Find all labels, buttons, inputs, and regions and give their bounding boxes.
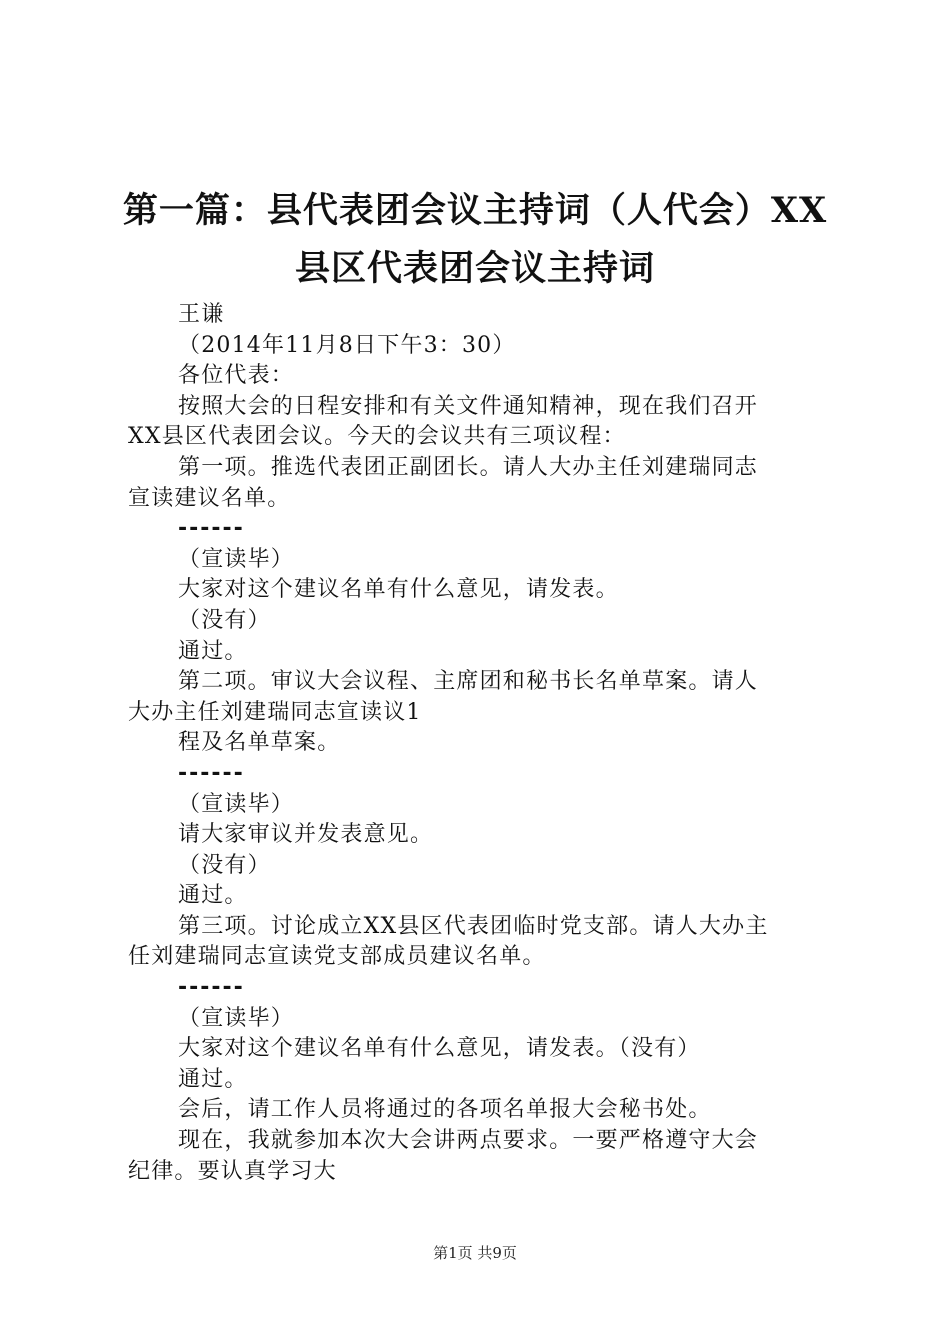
body-line: （宣读毕） [178, 791, 295, 817]
body-line: 大办主任刘建瑞同志宣读议1 [128, 699, 422, 725]
body-line: 通过。 [178, 883, 248, 909]
page-footer: 第1页 共9页 [433, 1244, 517, 1262]
document-title [120, 182, 830, 298]
body-line: （没有） [178, 852, 271, 878]
body-line: 大家对这个建议名单有什么意见，请发表。（没有） [178, 1036, 701, 1062]
body-line: XX县区代表团会议。今天的会议共有三项议程： [128, 424, 626, 450]
body-line: 会后，请工作人员将通过的各项名单报大会秘书处。 [178, 1097, 712, 1123]
title-line-2: 县区代表团会议主持词 [294, 248, 655, 289]
body-line: 通过。 [178, 1066, 248, 1092]
body-line: 任刘建瑞同志宣读党支部成员建议名单。 [128, 944, 546, 970]
body-line: 现在，我就参加本次大会讲两点要求。一要严格遵守大会 [178, 1128, 759, 1154]
separator-dashes: ------ [178, 975, 245, 1001]
body-line: 第一项。推选代表团正副团长。请人大办主任刘建瑞同志 [178, 454, 759, 480]
separator-dashes: ------ [178, 516, 245, 542]
body-line: （2014年11月8日下午3：30） [178, 332, 516, 358]
body-line: （没有） [178, 607, 271, 633]
body-line: 各位代表： [178, 363, 295, 389]
document-body [128, 300, 833, 1187]
body-line: 大家对这个建议名单有什么意见，请发表。 [178, 577, 619, 603]
separator-dashes: ------ [178, 760, 245, 786]
body-line: 第三项。讨论成立XX县区代表团临时党支部。请人大办主 [178, 913, 769, 939]
body-line: 王谦 [178, 302, 225, 327]
body-line: 纪律。要认真学习大 [128, 1158, 337, 1184]
title-line-1: 第一篇：县代表团会议主持词（人代会）XX [122, 190, 828, 231]
body-line: 通过。 [178, 638, 248, 664]
body-line: （宣读毕） [178, 1005, 295, 1031]
body-line: 程及名单草案。 [178, 730, 341, 756]
body-line: （宣读毕） [178, 546, 295, 572]
body-line: 按照大会的日程安排和有关文件通知精神，现在我们召开 [178, 393, 759, 419]
body-line: 请大家审议并发表意见。 [178, 822, 434, 848]
body-line: 宣读建议名单。 [128, 485, 291, 511]
body-line: 第二项。审议大会议程、主席团和秘书长名单草案。请人 [178, 669, 759, 695]
